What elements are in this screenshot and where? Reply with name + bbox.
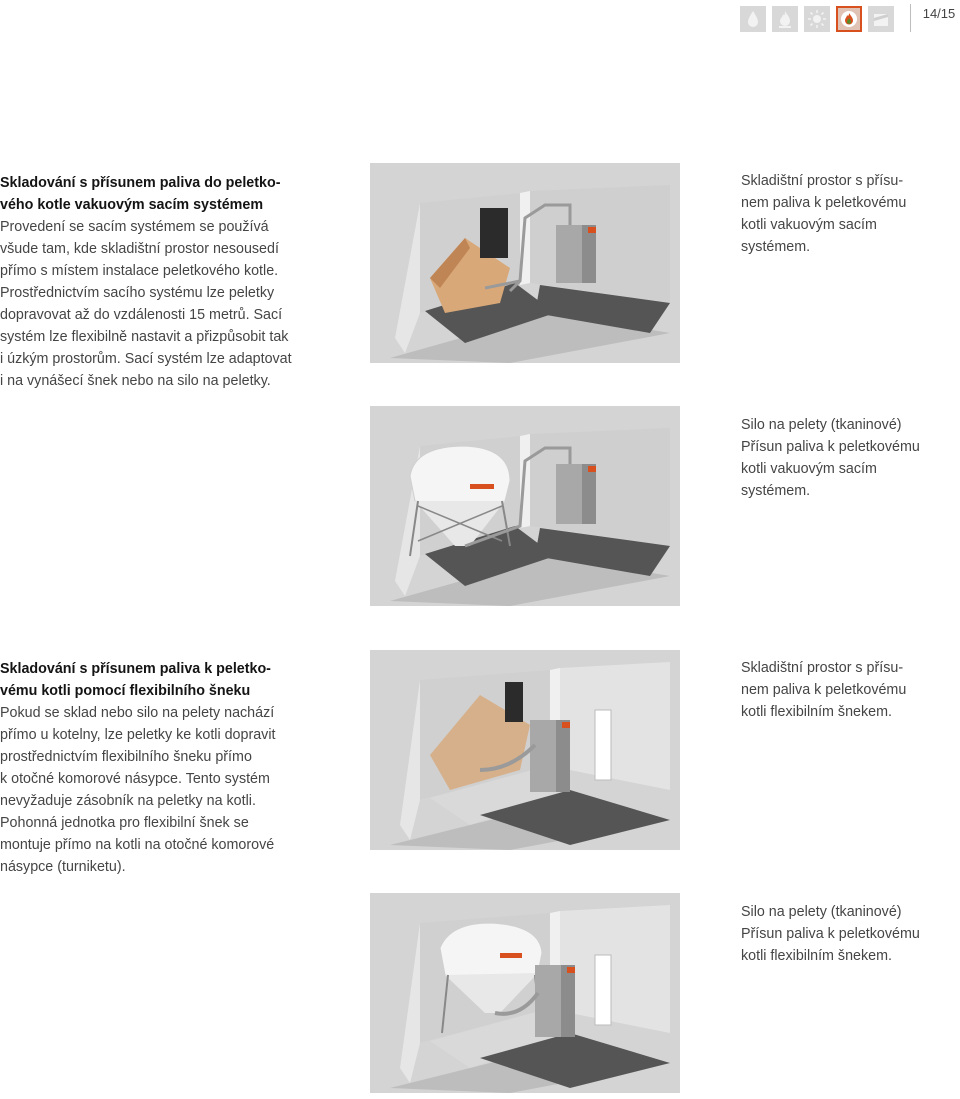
- header-divider: [910, 4, 911, 32]
- section-auger-body: Pokud se sklad nebo silo na pelety nachází přímo u kotelny, lze peletky ke kotli dopravit prostřednictvím flexibilního šneku přímo k otočné komorové násypce. Tento systém nevyžaduje zásobník na peletky na kotli. Pohonná jednotka pro flexibilní šnek se montuje přímo na kotli na otočné komorové násypce (turniketu).: [0, 705, 276, 875]
- illustration-fabric-silo-vacuum: [370, 406, 680, 606]
- caption-storage-room-vacuum: Skladištní prostor s přísu- nem paliva k peletkovému kotli vakuovým sacím systémem.: [741, 173, 907, 255]
- section-auger-heading: Skladování s přísunem paliva k peletko- vému kotli pomocí flexibilního šneku: [0, 661, 271, 699]
- section-auger: [0, 658, 312, 878]
- sun-icon: [804, 6, 830, 32]
- caption-storage-room-auger: Skladištní prostor s přísu- nem paliva k peletkovému kotli flexibilním šnekem.: [741, 660, 907, 720]
- page-number: 14/15: [922, 6, 956, 21]
- oil-drop-icon: [740, 6, 766, 32]
- section-vacuum-body: Provedení se sacím systémem se používá všude tam, kde skladištní prostor nesousedí přímo s místem instalace peletkového kotle. Prostřednictvím sacího systému lze peletky dopravovat až do vzdálenosti 15 metrů. Sací systém lze flexibilně nastavit a přizpůsobit tak i úzkým prostorům. Sací systém lze adaptovat i na vynášecí šnek nebo na silo na peletky.: [0, 219, 292, 389]
- section-vacuum: [0, 172, 312, 392]
- caption-fabric-silo-auger: Silo na pelety (tkaninové) Přísun paliva k peletkovému kotli flexibilním šnekem.: [741, 904, 920, 964]
- biomass-icon: [836, 6, 862, 32]
- illustration-storage-room-auger: [370, 650, 680, 850]
- section-vacuum-heading: Skladování s přísunem paliva do peletko- vého kotle vakuovým sacím systémem: [0, 175, 281, 213]
- energy-icon-bar: [740, 6, 894, 32]
- caption-fabric-silo-vacuum: Silo na pelety (tkaninové) Přísun paliva k peletkovému kotli vakuovým sacím systémem.: [741, 417, 920, 499]
- illustration-fabric-silo-auger: [370, 893, 680, 1093]
- illustration-storage-room-vacuum: [370, 163, 680, 363]
- heat-pump-icon: [868, 6, 894, 32]
- gas-flame-icon: [772, 6, 798, 32]
